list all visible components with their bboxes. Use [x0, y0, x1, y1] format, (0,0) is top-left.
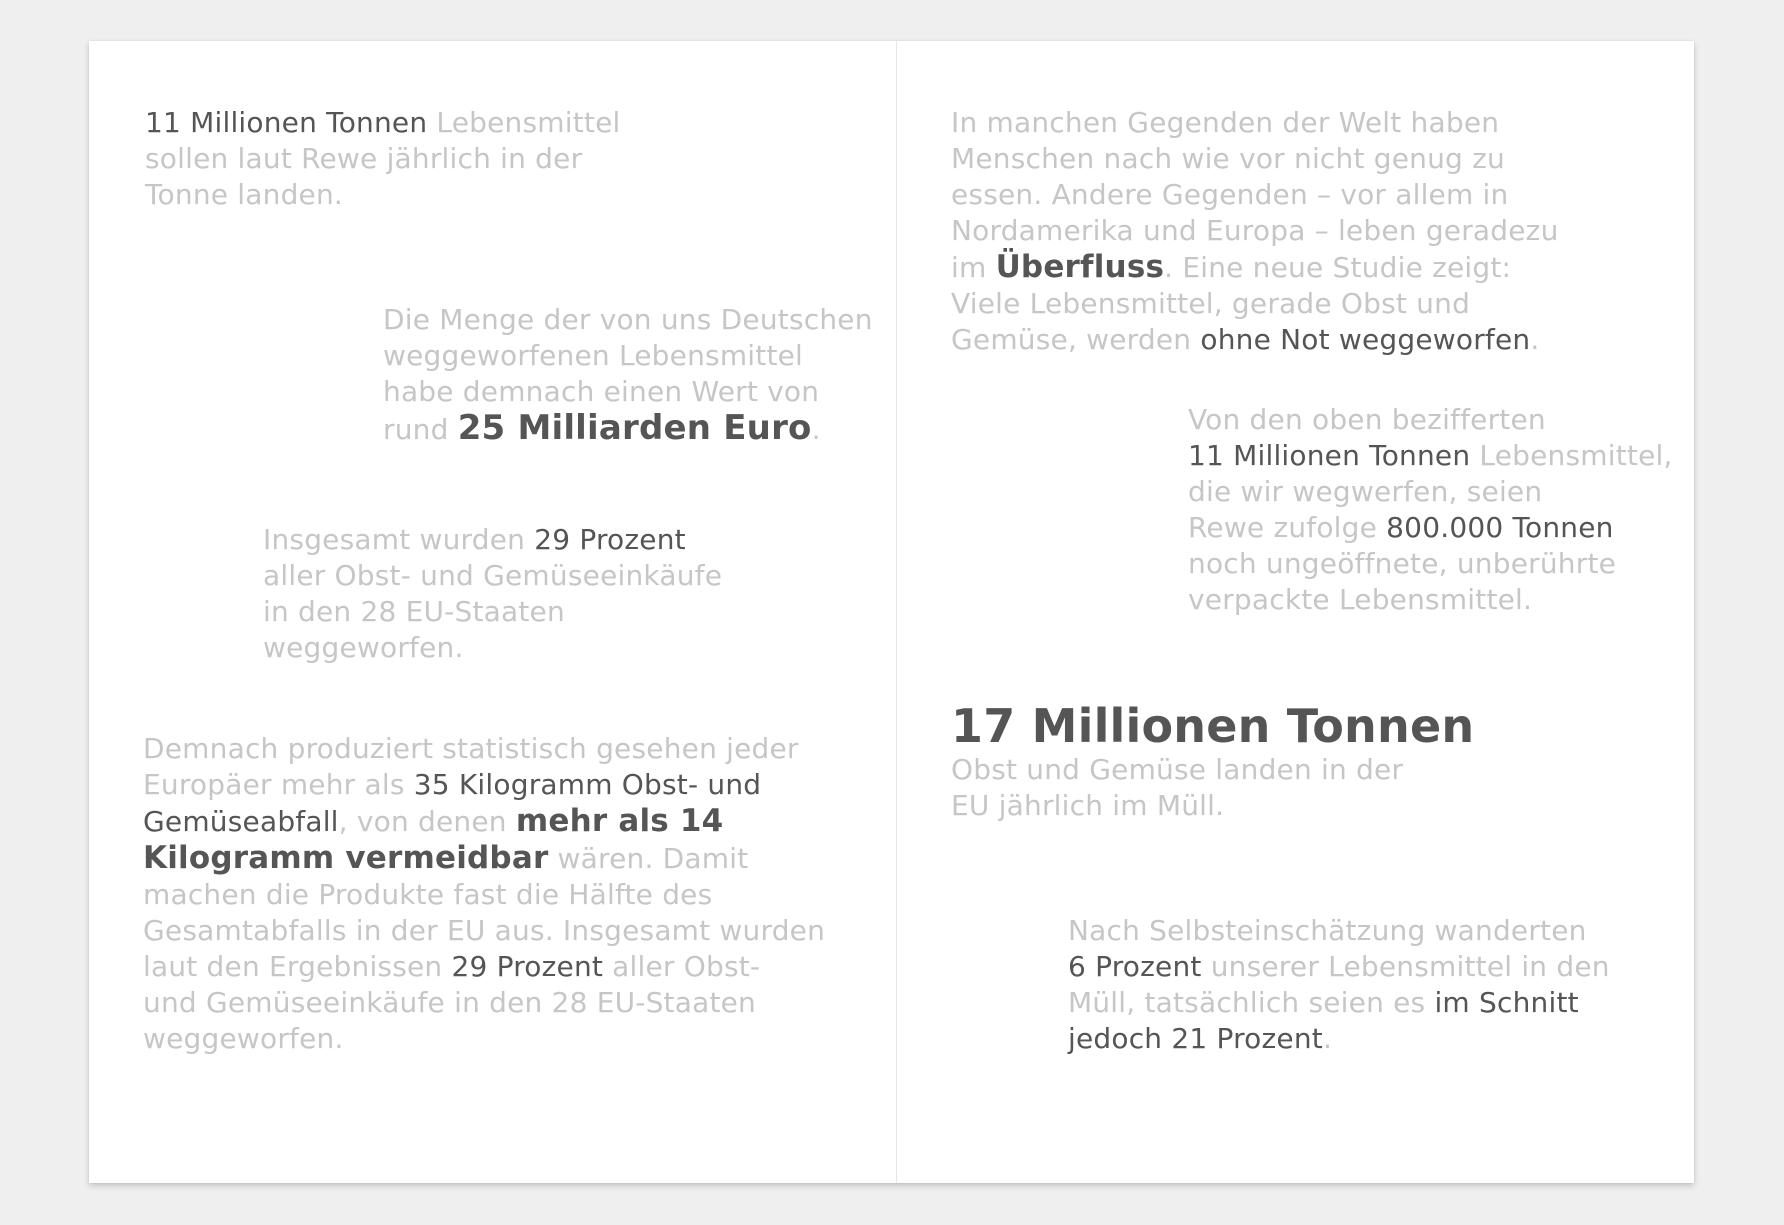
body-text: Gemüse, werden [951, 323, 1201, 356]
body-text: Obst und Gemüse landen in der [951, 753, 1404, 786]
bold-highlight: mehr als 14 [515, 803, 724, 839]
body-text: Demnach produziert statistisch gesehen jeder [143, 732, 799, 765]
highlight-text: 11 Millionen Tonnen [145, 106, 428, 139]
body-text: Gesamtabfalls in der EU aus. Insgesamt wurden [143, 914, 826, 947]
body-text: habe demnach einen Wert von [383, 375, 820, 408]
body-text: noch ungeöffnete, unberührte [1188, 547, 1617, 580]
body-text: Viele Lebensmittel, gerade Obst und [951, 287, 1471, 320]
left-fact-block-1 [145, 105, 620, 213]
highlight-text: jedoch 21 Prozent [1068, 1022, 1323, 1055]
body-text: Die Menge der von uns Deutschen [383, 303, 873, 336]
body-text: verpackte Lebensmittel. [1188, 583, 1533, 616]
left-fact-block-2 [383, 302, 873, 448]
highlight-text: 800.000 Tonnen [1386, 511, 1614, 544]
left-fact-block-3 [263, 522, 722, 666]
body-text: in den 28 EU-Staaten [263, 595, 565, 628]
highlight-text: ohne Not weggeworfen [1200, 323, 1531, 356]
page-fold [896, 41, 897, 1183]
body-text: Rewe zufolge [1188, 511, 1387, 544]
bold-highlight: 25 Milliarden Euro [457, 408, 812, 448]
right-fact-block-2 [1188, 402, 1673, 618]
body-text: weggeworfen. [263, 631, 464, 664]
body-text: Müll, tatsächlich seien es [1068, 986, 1435, 1019]
highlight-text: 6 Prozent [1068, 950, 1202, 983]
body-text: Nach Selbsteinschätzung wanderten [1068, 914, 1587, 947]
body-text: Tonne landen. [145, 178, 344, 211]
highlight-text: 35 Kilogramm Obst- und [413, 768, 762, 801]
body-text: laut den Ergebnissen [143, 950, 452, 983]
body-text: rund [383, 413, 458, 446]
body-text: Insgesamt wurden [263, 523, 535, 556]
body-text: . Eine neue Studie zeigt: [1164, 251, 1512, 284]
body-text: unserer Lebensmittel in den [1201, 950, 1610, 983]
body-text: Nordamerika und Europa – leben geradezu [951, 214, 1559, 247]
body-text: Lebensmittel, [1470, 439, 1673, 472]
body-text: sollen laut Rewe jährlich in der [145, 142, 583, 175]
body-text: im [951, 251, 996, 284]
right-fact-block-3 [951, 699, 1475, 824]
body-text: EU jährlich im Müll. [951, 789, 1225, 822]
brochure-spread [89, 41, 1694, 1183]
body-text: Lebensmittel [427, 106, 621, 139]
body-text: die wir wegwerfen, seien [1188, 475, 1543, 508]
highlight-text: 29 Prozent [534, 523, 686, 556]
body-text: . [1322, 1022, 1333, 1055]
body-text: In manchen Gegenden der Welt haben [951, 106, 1500, 139]
body-text: aller Obst- und Gemüseeinkäufe [263, 559, 723, 592]
right-fact-block-4 [1068, 913, 1610, 1057]
left-fact-block-4 [143, 731, 825, 1057]
highlight-text: 11 Millionen Tonnen [1188, 439, 1471, 472]
body-text: Von den oben bezifferten [1188, 403, 1546, 436]
body-text: machen die Produkte fast die Hälfte des [143, 878, 713, 911]
bold-highlight: Überfluss [995, 249, 1165, 285]
headline-figure: 17 Millionen Tonnen [951, 699, 1475, 753]
body-text: essen. Andere Gegenden – vor allem in [951, 178, 1509, 211]
body-text: aller Obst- [603, 950, 761, 983]
body-text: wären. Damit [548, 842, 749, 875]
bold-highlight: Kilogramm vermeidbar [143, 840, 549, 876]
body-text: . [1530, 323, 1540, 356]
highlight-text: Gemüseabfall [143, 805, 339, 838]
highlight-text: 29 Prozent [451, 950, 604, 983]
right-fact-block-1 [951, 105, 1559, 358]
body-text: weggeworfen. [143, 1022, 344, 1055]
body-text: . [811, 413, 821, 446]
body-text: Menschen nach wie vor nicht genug zu [951, 142, 1505, 175]
body-text: und Gemüseeinkäufe in den 28 EU-Staaten [143, 986, 756, 1019]
highlight-text: im Schnitt [1434, 986, 1579, 1019]
body-text: Europäer mehr als [143, 768, 414, 801]
body-text: , von denen [338, 805, 516, 838]
body-text: weggeworfenen Lebensmittel [383, 339, 804, 372]
